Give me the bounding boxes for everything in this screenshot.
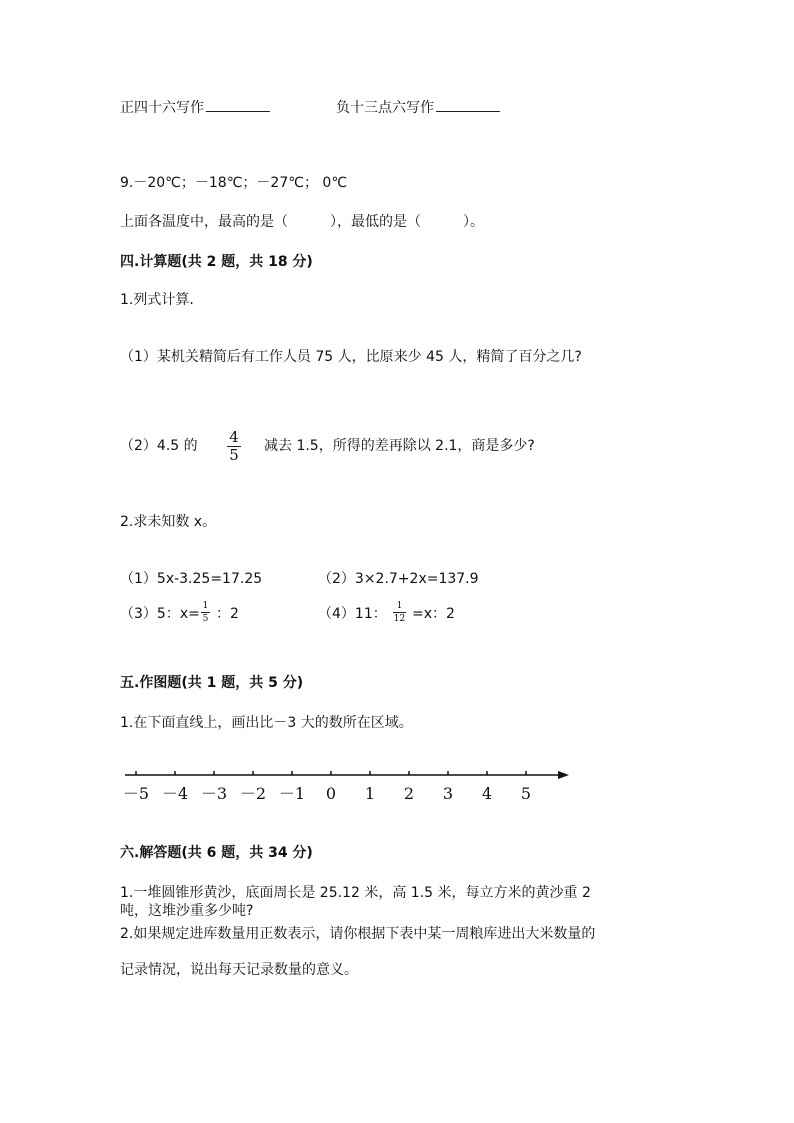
s5-q1: 1.在下面直线上，画出比－3 大的数所在区域。 [120,715,413,731]
q9-question: 上面各温度中，最高的是（ ），最低的是（ ）。 [120,214,484,230]
equation-2: （2）3×2.7+2x=137.9 [318,571,479,587]
number-line-label: 0 [325,784,337,803]
number-line-label: －1 [278,784,306,803]
fraction-bar [201,612,210,613]
number-line-label: －2 [239,784,267,803]
fraction-bar [393,612,406,613]
writing-item-2-text: 负十三点六写作 [336,100,434,116]
section-4-heading: 四.计算题(共 2 题，共 18 分) [120,254,313,270]
number-line-label: 3 [442,784,454,803]
fraction-four-fifths [227,429,241,464]
s4-q1-title: 1.列式计算. [120,292,194,308]
equation-4-pre: （4）11： [318,606,387,622]
s4-q1-part1: （1）某机关精简后有工作人员 75 人，比原来少 45 人，精简了百分之几? [120,349,582,365]
equation-1: （1）5x-3.25=17.25 [120,571,263,587]
s6-q2-line2: 记录情况，说出每天记录数量的意义。 [120,962,358,978]
number-line-label: 2 [403,784,415,803]
equation-3-pre: （3）5：x= [120,606,200,622]
s4-q1-part2-pre: （2）4.5 的 [120,438,198,454]
number-line-label: 5 [520,784,532,803]
fraction-one-twelfth [393,601,406,624]
number-line[interactable] [120,760,580,810]
s4-q1-part2-post: 减去 1.5，所得的差再除以 2.1，商是多少? [264,438,535,454]
equation-4-post: =x：2 [412,606,455,622]
s4-q2-title: 2.求未知数 x。 [120,514,217,530]
arrow-right-icon [558,771,569,779]
q9-temperatures: 9.－20℃；－18℃；－27℃； 0℃ [120,175,348,191]
equation-3-post: ：2 [216,606,239,622]
number-line-label: －5 [122,784,150,803]
section-5-heading: 五.作图题(共 1 题，共 5 分) [120,675,304,691]
fraction-numerator: 4 [229,428,239,446]
fraction-one-fifth [201,601,210,624]
answer-blank[interactable] [206,97,270,112]
writing-item-1-text: 正四十六写作 [120,100,204,116]
s6-q1-line2: 吨，这堆沙重多少吨? [120,903,254,919]
fraction-denominator: 5 [229,446,239,464]
number-line-label: －4 [161,784,189,803]
writing-item-2 [336,97,500,118]
number-line-label: －3 [200,784,228,803]
fraction-denominator: 5 [202,614,209,624]
s6-q2-line1: 2.如果规定进库数量用正数表示，请你根据下表中某一周粮库进出大米数量的 [120,926,596,942]
answer-blank[interactable] [436,97,500,112]
writing-item-1 [120,97,270,118]
fraction-numerator: 1 [396,601,403,611]
number-line-label: 1 [364,784,376,803]
number-line-label: 4 [481,784,493,803]
section-6-heading: 六.解答题(共 6 题，共 34 分) [120,845,313,861]
fraction-denominator: 12 [393,614,406,624]
fraction-numerator: 1 [202,601,209,611]
s6-q1-line1: 1.一堆圆锥形黄沙，底面周长是 25.12 米，高 1.5 米，每立方米的黄沙重 2 [120,885,591,901]
